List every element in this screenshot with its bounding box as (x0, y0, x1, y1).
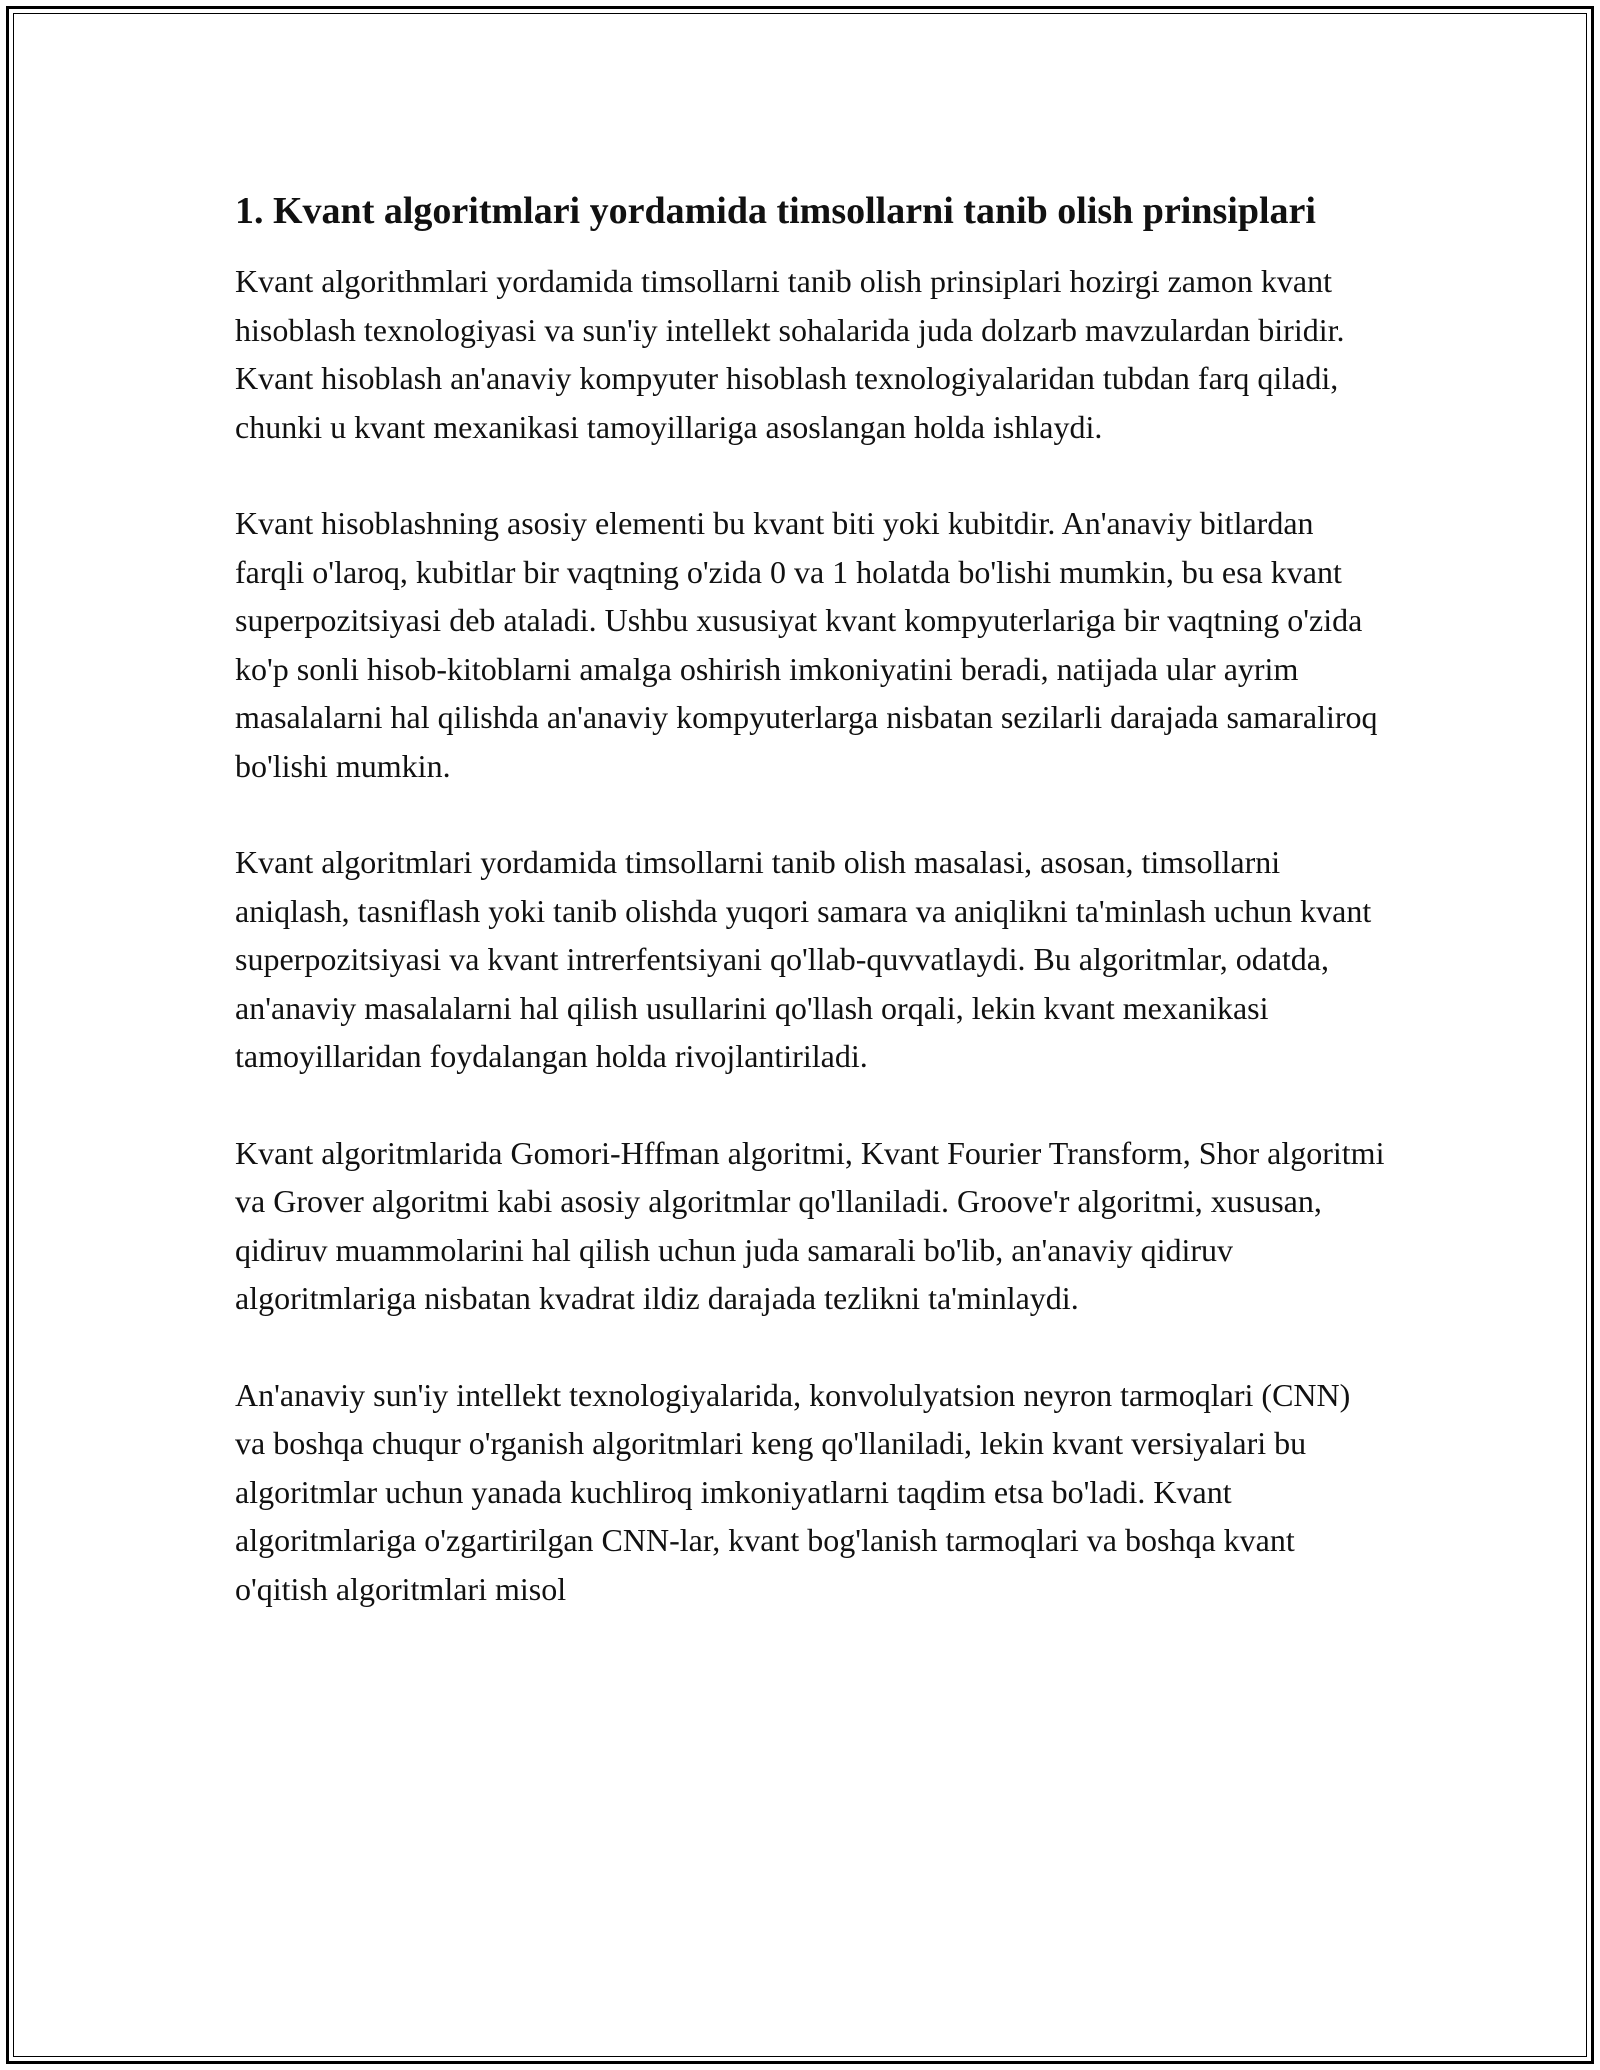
paragraph-5: An'anaviy sun'iy intellekt texnologiyalarida, konvolulyatsion neyron tarmoqlari (CNN) va boshqa chuqur o'rganish algoritmlari keng qo'llaniladi, lekin kvant versiyalari bu algoritmlar uchun yanada kuchliroq imkoniyatlarni taqdim etsa bo'ladi. Kvant algoritmlariga o'zgartirilgan CNN-lar, kvant bog'lanish tarmoqlari va boshqa kvant o'qitish algoritmlari misol (235, 1376, 1351, 1607)
paragraph-3: Kvant algoritmlari yordamida timsollarni tanib olish masalasi, asosan, timsollarni aniqlash, tasniflash yoki tanib olishda yuqori samara va aniqlikni ta'minlash uchun kvant superpozitsiyasi va kvant intrerfentsiyani qo'llab-quvvatlaydi. Bu algoritmlar, odatda, an'anaviy masalalarni hal qilish usullarini qo'llash orqali, lekin kvant mexanikasi tamoyillaridan foydalangan holda rivojlantiriladi. (235, 844, 1372, 1074)
paragraph-4: Kvant algoritmlarida Gomori-Hffman algoritmi, Kvant Fourier Transform, Shor algoritmi va Grover algoritmi kabi asosiy algoritmlar qo'llaniladi. Groove'r algoritmi, xususan, qidiruv muammolarini hal qilish uchun juda samarali bo'lib, an'anaviy qidiruv algoritmlariga nisbatan kvadrat ildiz darajada tezlikni ta'minlaydi. (235, 1134, 1385, 1316)
document-body (235, 184, 1385, 1661)
paragraph-1: Kvant algorithmlari yordamida timsollarni tanib olish prinsiplari hozirgi zamon kvant hisoblash texnologiyasi va sun'iy intellekt sohalarida juda dolzarb mavzulardan biridir. Kvant hisoblash an'anaviy kompyuter hisoblash texnologiyalaridan tubdan farq qiladi, chunki u kvant mexanikasi tamoyillariga asoslangan holda ishlaydi. (235, 263, 1345, 445)
section-heading: 1. Kvant algoritmlari yordamida timsollarni tanib olish prinsiplari (235, 190, 1316, 232)
paragraph-2: Kvant hisoblashning asosiy elementi bu kvant biti yoki kubitdir. An'anaviy bitlardan farqli o'laroq, kubitlar bir vaqtning o'zida 0 va 1 holatda bo'lishi mumkin, bu esa kvant superpozitsiyasi deb ataladi. Ushbu xususiyat kvant kompyuterlariga bir vaqtning o'zida ko'p sonli hisob-kitoblarni amalga oshirish imkoniyatini beradi, natijada ular ayrim masalalarni hal qilishda an'anaviy kompyuterlarga nisbatan sezilarli darajada samaraliroq bo'lishi mumkin. (235, 505, 1378, 784)
